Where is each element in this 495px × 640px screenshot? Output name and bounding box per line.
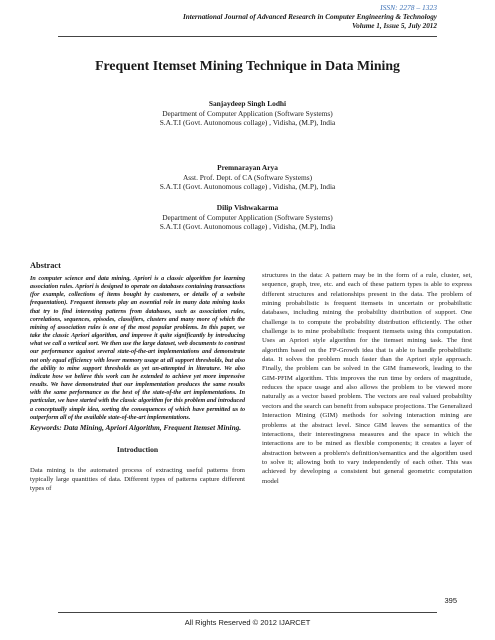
copyright-footer: All Rights Reserved © 2012 IJARCET <box>184 618 311 627</box>
right-column <box>262 271 472 486</box>
abstract-text: In computer science and data mining, Apriori is a classic algorithm for learning association rules. Apriori is designed to operate on databases containing transactions (for example, collections of items bought by customers, or details of a website frequentation). Frequent itemsets play an essential role in many data mining tasks that try to find interesting patterns from databases, such as association rules, correlations, sequences, episodes, classifiers, clusters and many more of which the mining of association rules is one of the most popular problems. In this paper, we take the classic Apriori algorithm, and improve it quite significantly by introducing what we call a vertical sort. We then use the large dataset, web documents to contrast our performance against several state-of-the-art implementations and demonstrate not only equal efficiency with lower memory usage at all support thresholds, but also the ability to mine support thresholds as yet un-attempted in literature. We also indicate how we believe this work can be extended to achieve yet more impressive results. We have demonstrated that our implementation produces the same results with the same performance as the best of the state-of-the art implementations. In particular, we have started with the classic algorithm for this problem and introduced a conceptually simple idea, sorting the consequences of which have permitted us to outperform all of the available state-of-the-art implementations. <box>30 276 245 421</box>
introduction-text: Data mining is the automated process of extracting useful patterns from typically large quantities of data. Different types of patterns capture different types of <box>30 467 245 493</box>
left-column <box>30 275 245 493</box>
page-number: 395 <box>444 596 457 605</box>
journal-header <box>47 13 437 32</box>
header-divider <box>58 36 437 37</box>
journal-volume: Volume 1, Issue 5, July 2012 <box>352 22 437 31</box>
author-department: Department of Computer Application (Software Systems) <box>162 108 333 118</box>
author-name: Premnarayan Arya <box>217 163 278 172</box>
author-department: Asst. Prof. Dept. of CA (Software Systems) <box>182 172 313 182</box>
introduction-heading: Introduction <box>116 445 159 455</box>
author-affiliation: S.A.T.I (Govt. Autonomous collage) , Vidisha, (M.P), India <box>159 222 336 232</box>
author-department: Department of Computer Application (Software Systems) <box>162 212 333 222</box>
author-name: Dilip Vishwakarma <box>216 203 279 212</box>
body-text: structures in the data: A pattern may be in the form of a rule, cluster, set, sequence, graph, tree, etc. and each of these pattern types is able to express different structures and relationships present in the data. The problem of mining probabilistic is frequent itemsets in uncertain or probabilistic databases, including mining the probability distribution of support. One challenge is to compute the probability distribution efficiently. The other challenge is to mine probabilistic frequent itemsets using this computation. Uses an Apriori style algorithm for the itemset mining task. The first algorithm based on the FP-Growth idea that is able to handle probabilistic data. It solves the problem much faster than the Apriori style approach. Finally, the problem can be solved in the GIM framework, leading to the GIM-PFIM algorithm. This improves the run time by orders of magnitude, reduces the space usage and also allows the problem to be viewed more naturally as a vector based problem. The vectors are real valued probability vectors and the search can benefit from subspace projections. The Generalized Interaction Mining (GIM) methods for solving interaction mining are problems at the abstract level. Since GIM leaves the semantics of the interactions, their interestingness measures and the space in which the interactions are to be mined as flexible components; it creates a layer of abstraction between a problem's definition/semantics and the algorithm used to solve it; allowing both to vary independently of each other. This was achieved by developing a consistent but general geometric computation model <box>262 272 472 485</box>
author-name: Sanjaydeep Singh Lodhi <box>208 99 287 108</box>
author-block <box>0 99 495 128</box>
issn-number: ISSN: 2278 – 1323 <box>380 3 437 12</box>
author-block <box>0 203 495 232</box>
author-affiliation: S.A.T.I (Govt. Autonomous collage) , Vidisha, (M.P), India <box>159 118 336 128</box>
author-block <box>0 163 495 192</box>
paper-title: Frequent Itemset Mining Technique in Data Mining <box>95 58 400 73</box>
abstract-heading: Abstract <box>30 261 61 270</box>
keywords: Keywords: Data Mining, Apriori Algorithm, Frequent Itemset Mining. <box>30 422 242 432</box>
footer-divider <box>58 612 437 613</box>
author-affiliation: S.A.T.I (Govt. Autonomous collage) , Vidisha, (M.P), India <box>159 182 336 192</box>
journal-name: International Journal of Advanced Research in Computer Engineering & Technology <box>182 13 437 21</box>
